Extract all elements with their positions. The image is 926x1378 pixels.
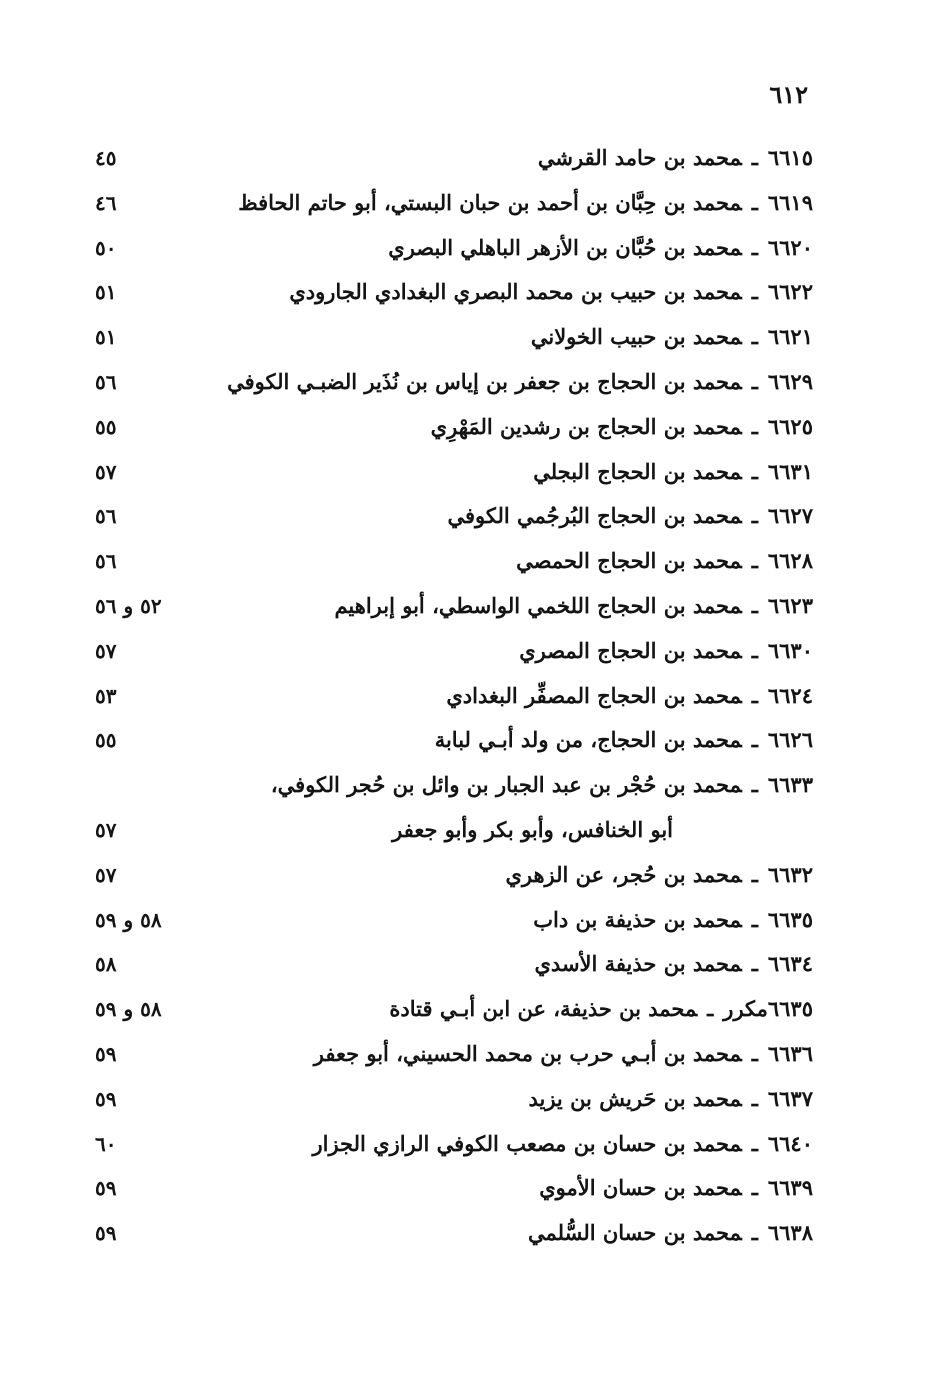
index-entry: [95, 1034, 813, 1079]
index-entry: [95, 586, 813, 631]
entry-name: محمد بن حبيب الخولاني: [530, 324, 742, 350]
entry-name: محمد بن الحجاج بن جعفر بن إياس بن نُذَير الضبـي الكوفي: [227, 368, 742, 394]
entry-text: [538, 138, 813, 178]
index-entries: [95, 138, 813, 1258]
index-entry: [95, 989, 813, 1034]
entry-text: [533, 900, 813, 940]
index-entry: [95, 631, 813, 676]
page-number: ٦١٢: [769, 80, 808, 109]
entry-name: محمد بن حُجر، عن الزهري: [505, 861, 742, 887]
entry-dash: ـ: [751, 1130, 758, 1156]
entry-number: ٦٦٢٣: [767, 592, 813, 618]
entry-text: [388, 228, 813, 268]
entry-name: محمد بن حُبَّان بن الأزهر الباهلي البصري: [388, 234, 742, 260]
entry-number: ٦٦١٥: [767, 145, 813, 170]
entry-dash: ـ: [751, 548, 758, 574]
entry-number: ٦٦٢٥: [767, 413, 813, 439]
entry-text: [539, 1168, 813, 1208]
entry-pages: ٥١: [95, 325, 117, 350]
entry-pages: ٥٩: [95, 1041, 117, 1066]
entry-text: [446, 676, 813, 716]
entry-pages: ٥٩: [95, 1176, 117, 1201]
index-entry: [95, 407, 813, 452]
entry-name: محمد بن حسان الأموي: [539, 1175, 742, 1201]
entry-dash: ـ: [751, 234, 758, 260]
index-entry: [95, 1079, 813, 1124]
index-entry: [95, 228, 813, 273]
entry-text: [534, 944, 813, 984]
entry-text: [227, 362, 813, 402]
entry-dash: ـ: [751, 1220, 758, 1246]
entry-name: محمد بن حذيفة بن داب: [533, 906, 742, 932]
entry-name: محمد بن الحجاج البُرجُمي الكوفي: [447, 503, 742, 529]
entry-pages: ٥٩: [95, 1221, 117, 1246]
entry-text: [431, 407, 813, 447]
entry-number: ٦٦٢٧: [767, 503, 813, 529]
entry-name: محمد بن حِبَّان بن أحمد بن حبان البستي، أبو حاتم الحافظ: [238, 189, 742, 215]
index-entry: [95, 676, 813, 721]
entry-dash: ـ: [751, 772, 758, 798]
entry-name: محمد بن الحجاج المصفِّر البغدادي: [446, 682, 742, 708]
entry-number: ٦٦٢٩: [767, 368, 813, 394]
entry-number: ٦٦٣٤: [767, 951, 813, 977]
index-entry: [95, 317, 813, 362]
entry-name: محمد بن الحجاج بن رشدين المَهْرِي: [430, 413, 742, 439]
entry-dash: ـ: [751, 682, 758, 708]
entry-pages: ٥٠: [95, 235, 117, 260]
entry-pages: ٦٠: [95, 1131, 117, 1156]
entry-pages: ٤٦: [95, 190, 117, 215]
entry-pages: ٥٢ و ٥٦: [95, 593, 162, 618]
entry-dash: ـ: [751, 1085, 758, 1111]
index-entry: [95, 138, 813, 183]
entry-number: ٦٦٣٢: [767, 861, 813, 887]
entry-name: محمد بن الحجاج الحمصي: [516, 548, 742, 574]
entry-name: محمد بن حسان بن مصعب الكوفي الرازي الجزار: [312, 1130, 742, 1156]
entry-text: [519, 631, 813, 671]
entry-pages: ٥٦: [95, 504, 117, 529]
index-entry: [95, 765, 813, 810]
entry-dash: ـ: [751, 951, 758, 977]
entry-dash: ـ: [751, 279, 758, 305]
entry-dash: ـ: [751, 861, 758, 887]
entry-dash: ـ: [707, 996, 714, 1022]
entry-number: ٦٦٣٧: [767, 1085, 813, 1111]
index-entry: [95, 541, 813, 586]
entry-text: [516, 541, 813, 581]
entry-pages: ٥٧: [95, 862, 117, 887]
entry-text: [435, 720, 813, 760]
entry-name: محمد بن الحجاج البجلي: [533, 458, 742, 484]
entry-pages: ٥٨: [95, 952, 117, 977]
index-entry: [95, 496, 813, 541]
entry-pages: ٥٨ و ٥٩: [95, 997, 162, 1022]
entry-text: [289, 272, 813, 312]
entry-dash: ـ: [751, 145, 758, 170]
entry-dash: ـ: [751, 1175, 758, 1201]
entry-text: [528, 1079, 813, 1119]
entry-name: محمد بن حسان السُّلمي: [527, 1220, 742, 1246]
entry-name: محمد بن الحجاج المصري: [519, 637, 742, 663]
entry-name: محمد بن حبيب بن محمد البصري البغدادي الجارودي: [289, 279, 742, 305]
index-entry-continuation: [95, 810, 813, 855]
index-entry: [95, 720, 813, 765]
entry-dash: ـ: [751, 368, 758, 394]
entry-text: [533, 452, 813, 492]
entry-number: ٦٦٣٣: [767, 772, 813, 798]
entry-number: ٦٦٢٠: [767, 234, 813, 260]
index-entry: [95, 1168, 813, 1213]
entry-text: [447, 496, 813, 536]
entry-dash: ـ: [751, 727, 758, 753]
entry-number: ٦٦٣٩: [767, 1175, 813, 1201]
entry-number: ٦٦٤٠: [767, 1130, 813, 1156]
entry-name: محمد بن أبـي حرب بن محمد الحسيني، أبو جعفر: [313, 1040, 742, 1066]
entry-number: ٦٦١٩: [767, 189, 813, 215]
entry-pages: ٥٦: [95, 369, 117, 394]
entry-pages: ٥١: [95, 280, 117, 305]
entry-pages: ٥٥: [95, 414, 117, 439]
index-entry: [95, 272, 813, 317]
index-entry: [95, 944, 813, 989]
entry-number: ٦٦٢٢: [767, 279, 813, 305]
entry-number: ٦٦٣٥: [767, 906, 813, 932]
entry-dash: ـ: [751, 324, 758, 350]
entry-dash: ـ: [751, 637, 758, 663]
entry-name: محمد بن حامد القرشي: [537, 145, 742, 170]
entry-name: محمد بن حذيفة الأسدي: [534, 951, 742, 977]
entry-name: محمد بن حُجْر بن عبد الجبار بن وائل بن حُجر الكوفي،: [270, 772, 742, 798]
entry-number: ٦٦٣٠: [767, 637, 813, 663]
entry-number: ٦٦٢٨: [767, 548, 813, 574]
entry-text: [505, 855, 813, 895]
entry-text: [389, 989, 813, 1029]
entry-text: [334, 586, 813, 626]
entry-dash: ـ: [751, 189, 758, 215]
entry-text: [392, 810, 673, 850]
entry-number: ٦٦٣٥مكرر: [723, 996, 813, 1022]
entry-number: ٦٦٣١: [767, 458, 813, 484]
entry-pages: ٥٥: [95, 728, 117, 753]
entry-number: ٦٦٣٦: [767, 1040, 813, 1066]
entry-number: ٦٦٢٦: [767, 727, 813, 753]
entry-text: [531, 317, 813, 357]
entry-text: [238, 183, 813, 223]
entry-pages: ٥٩: [95, 1086, 117, 1111]
entry-name: محمد بن حذيفة، عن ابن أبـي قتادة: [389, 996, 698, 1022]
entry-number: ٦٦٢٤: [767, 682, 813, 708]
entry-text: [312, 1124, 813, 1164]
entry-pages: ٤٥: [95, 146, 117, 170]
entry-text: [528, 1213, 813, 1253]
entry-pages: ٥٧: [95, 638, 117, 663]
entry-dash: ـ: [751, 1040, 758, 1066]
index-entry: [95, 855, 813, 900]
entry-name: محمد بن الحجاج، من ولد أبـي لبابة: [434, 727, 742, 753]
entry-pages: ٥٣: [95, 683, 117, 708]
entry-name: أبو الخنافس، وأبو بكر وأبو جعفر: [392, 816, 673, 842]
entry-name: محمد بن حَريش بن يزيد: [528, 1085, 742, 1111]
entry-dash: ـ: [751, 906, 758, 932]
entry-dash: ـ: [751, 503, 758, 529]
entry-number: ٦٦٢١: [767, 324, 813, 350]
entry-text: [314, 1034, 813, 1074]
entry-dash: ـ: [751, 458, 758, 484]
index-entry: [95, 900, 813, 945]
entry-text: [271, 765, 813, 805]
entry-pages: ٥٦: [95, 549, 117, 574]
index-entry: [95, 452, 813, 497]
entry-name: محمد بن الحجاج اللخمي الواسطي، أبو إبراهيم: [334, 592, 742, 618]
index-entry: [95, 183, 813, 228]
index-entry: [95, 1124, 813, 1169]
index-entry: [95, 362, 813, 407]
entry-pages: ٥٧: [95, 459, 117, 484]
entry-dash: ـ: [751, 592, 758, 618]
entry-dash: ـ: [751, 413, 758, 439]
entry-pages: ٥٨ و ٥٩: [95, 907, 162, 932]
index-entry: [95, 1213, 813, 1258]
entry-number: ٦٦٣٨: [767, 1220, 813, 1246]
entry-pages: ٥٧: [95, 817, 117, 842]
